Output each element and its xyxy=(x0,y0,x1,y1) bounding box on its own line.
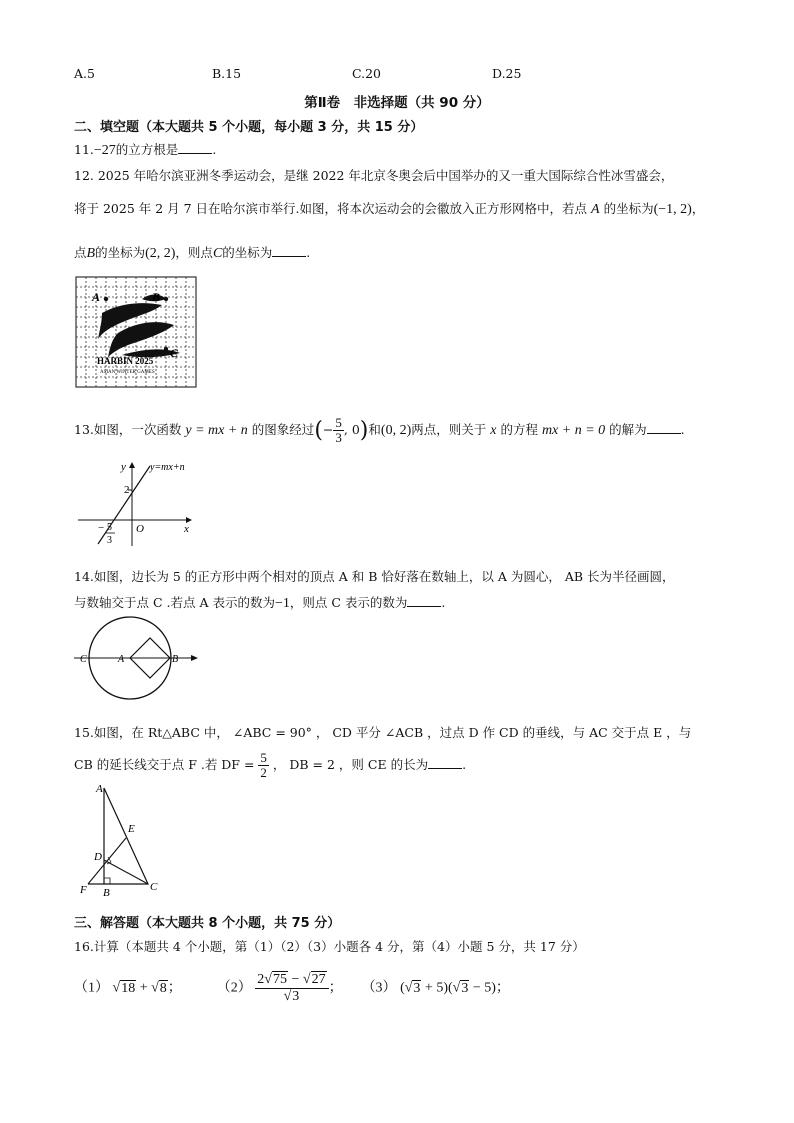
question-16-line1: 16.计算（本题共 4 个小题，第（1）（2）（3）小题各 4 分，第（4）小题 5 分，共 17 分） xyxy=(74,939,585,954)
question-12-line2: 将于 2025 年 2 月 7 日在哈尔滨市举行.如图，将本次运动会的会徽放入正方形网格中，若点 A 的坐标为(−1, 2)， xyxy=(74,201,705,217)
point-c xyxy=(164,347,168,351)
question-11: 11.−27的立方根是 . xyxy=(74,142,217,158)
question-13: 13.如图，一次函数 y = mx + n 的图象经过(− $\frac{5}{3}$ , 0)和(0, 2)两点，则关于 x 的方程 mx + n = 0 的解为 . xyxy=(74,415,685,445)
q14-figure xyxy=(72,614,202,704)
question-12-line1: 12. 2025 年哈尔滨亚洲冬季运动会，是继 2022 年北京冬奥会后中国举办的又一重大国际综合性冰雪盛会， xyxy=(74,168,674,183)
question-16-parts: （1） √18 + √8； （2） $\frac{2√75 - √27}{√3}$ ； （3） (√3 + 5)(√3 − 5)； xyxy=(74,972,510,1004)
q15-figure xyxy=(76,780,172,900)
svg-text:y: y xyxy=(121,461,126,473)
svg-text:C: C xyxy=(80,654,87,665)
svg-text:5: 5 xyxy=(107,522,112,533)
svg-text:B: B xyxy=(103,887,110,899)
answer-blank[interactable] xyxy=(272,244,306,257)
section2-title: 二、填空题（本大题共 5 个小题，每小题 3 分，共 15 分） xyxy=(74,120,424,135)
point-a-label: A xyxy=(92,290,101,304)
option-a: A.5 xyxy=(74,66,95,81)
answer-blank[interactable] xyxy=(428,756,462,769)
answer-blank[interactable] xyxy=(647,421,681,434)
point-b xyxy=(164,297,168,301)
option-d: D.25 xyxy=(492,66,522,81)
svg-text:A: A xyxy=(118,654,125,665)
answer-blank[interactable] xyxy=(407,594,441,607)
option-b: B.15 xyxy=(212,66,242,81)
question-15-line1: 15.如图，在 Rt△ABC 中， ∠ABC = 90° ， CD 平分 ∠ACB ，过点 D 作 CD 的垂线，与 AC 交于点 E ，与 xyxy=(74,725,692,740)
point-c-label: C xyxy=(170,346,179,360)
svg-text:O: O xyxy=(136,523,144,535)
option-c: C.20 xyxy=(352,66,381,81)
expr-2: $\frac{2√75 - √27}{√3}$ xyxy=(255,972,328,1005)
svg-text:D: D xyxy=(94,851,102,863)
answer-blank[interactable] xyxy=(178,141,212,154)
svg-text:3: 3 xyxy=(107,535,112,546)
svg-text:y=mx+n: y=mx+n xyxy=(150,462,185,473)
svg-text:−: − xyxy=(98,522,105,534)
q11-expr: −27 xyxy=(93,143,116,158)
q13-figure xyxy=(74,458,200,548)
point-a xyxy=(104,297,108,301)
svg-text:x: x xyxy=(184,523,189,535)
part2-title: 第Ⅱ卷 非选择题（共 90 分） xyxy=(304,95,490,111)
logo-text-2: ASIAN WINTER GAMES xyxy=(100,370,155,375)
svg-text:E: E xyxy=(128,823,135,835)
section3-title: 三、解答题（本大题共 8 个小题，共 75 分） xyxy=(74,916,341,931)
q12-figure xyxy=(72,273,200,391)
question-14-line1: 14.如图，边长为 5 的正方形中两个相对的顶点 A 和 B 恰好落在数轴上，以 A 为圆心， AB 长为半径画圆， xyxy=(74,569,675,584)
question-12-line3: 点B的坐标为(2, 2)，则点C的坐标为 . xyxy=(74,245,311,261)
expr-1: √18 + √8； xyxy=(112,980,182,996)
logo-text-1: HARBIN 2025 xyxy=(97,356,154,366)
svg-text:A: A xyxy=(96,783,103,795)
question-14-line2: 与数轴交于点 C .若点 A 表示的数为−1，则点 C 表示的数为 . xyxy=(74,595,446,611)
svg-text:C: C xyxy=(150,881,158,893)
svg-text:F: F xyxy=(80,884,87,896)
triangle-abc xyxy=(104,788,148,884)
question-15-line2: CB 的延长线交于点 F .若 DF = $\frac{5}{2}$ ， DB = 2 ，则 CE 的长为 . xyxy=(74,750,467,780)
svg-text:B: B xyxy=(172,654,179,665)
svg-text:2: 2 xyxy=(124,484,130,496)
point-b-label: B xyxy=(152,290,161,304)
line-cd xyxy=(104,860,148,884)
expr-3: (√3 + 5)(√3 − 5)； xyxy=(400,980,510,996)
